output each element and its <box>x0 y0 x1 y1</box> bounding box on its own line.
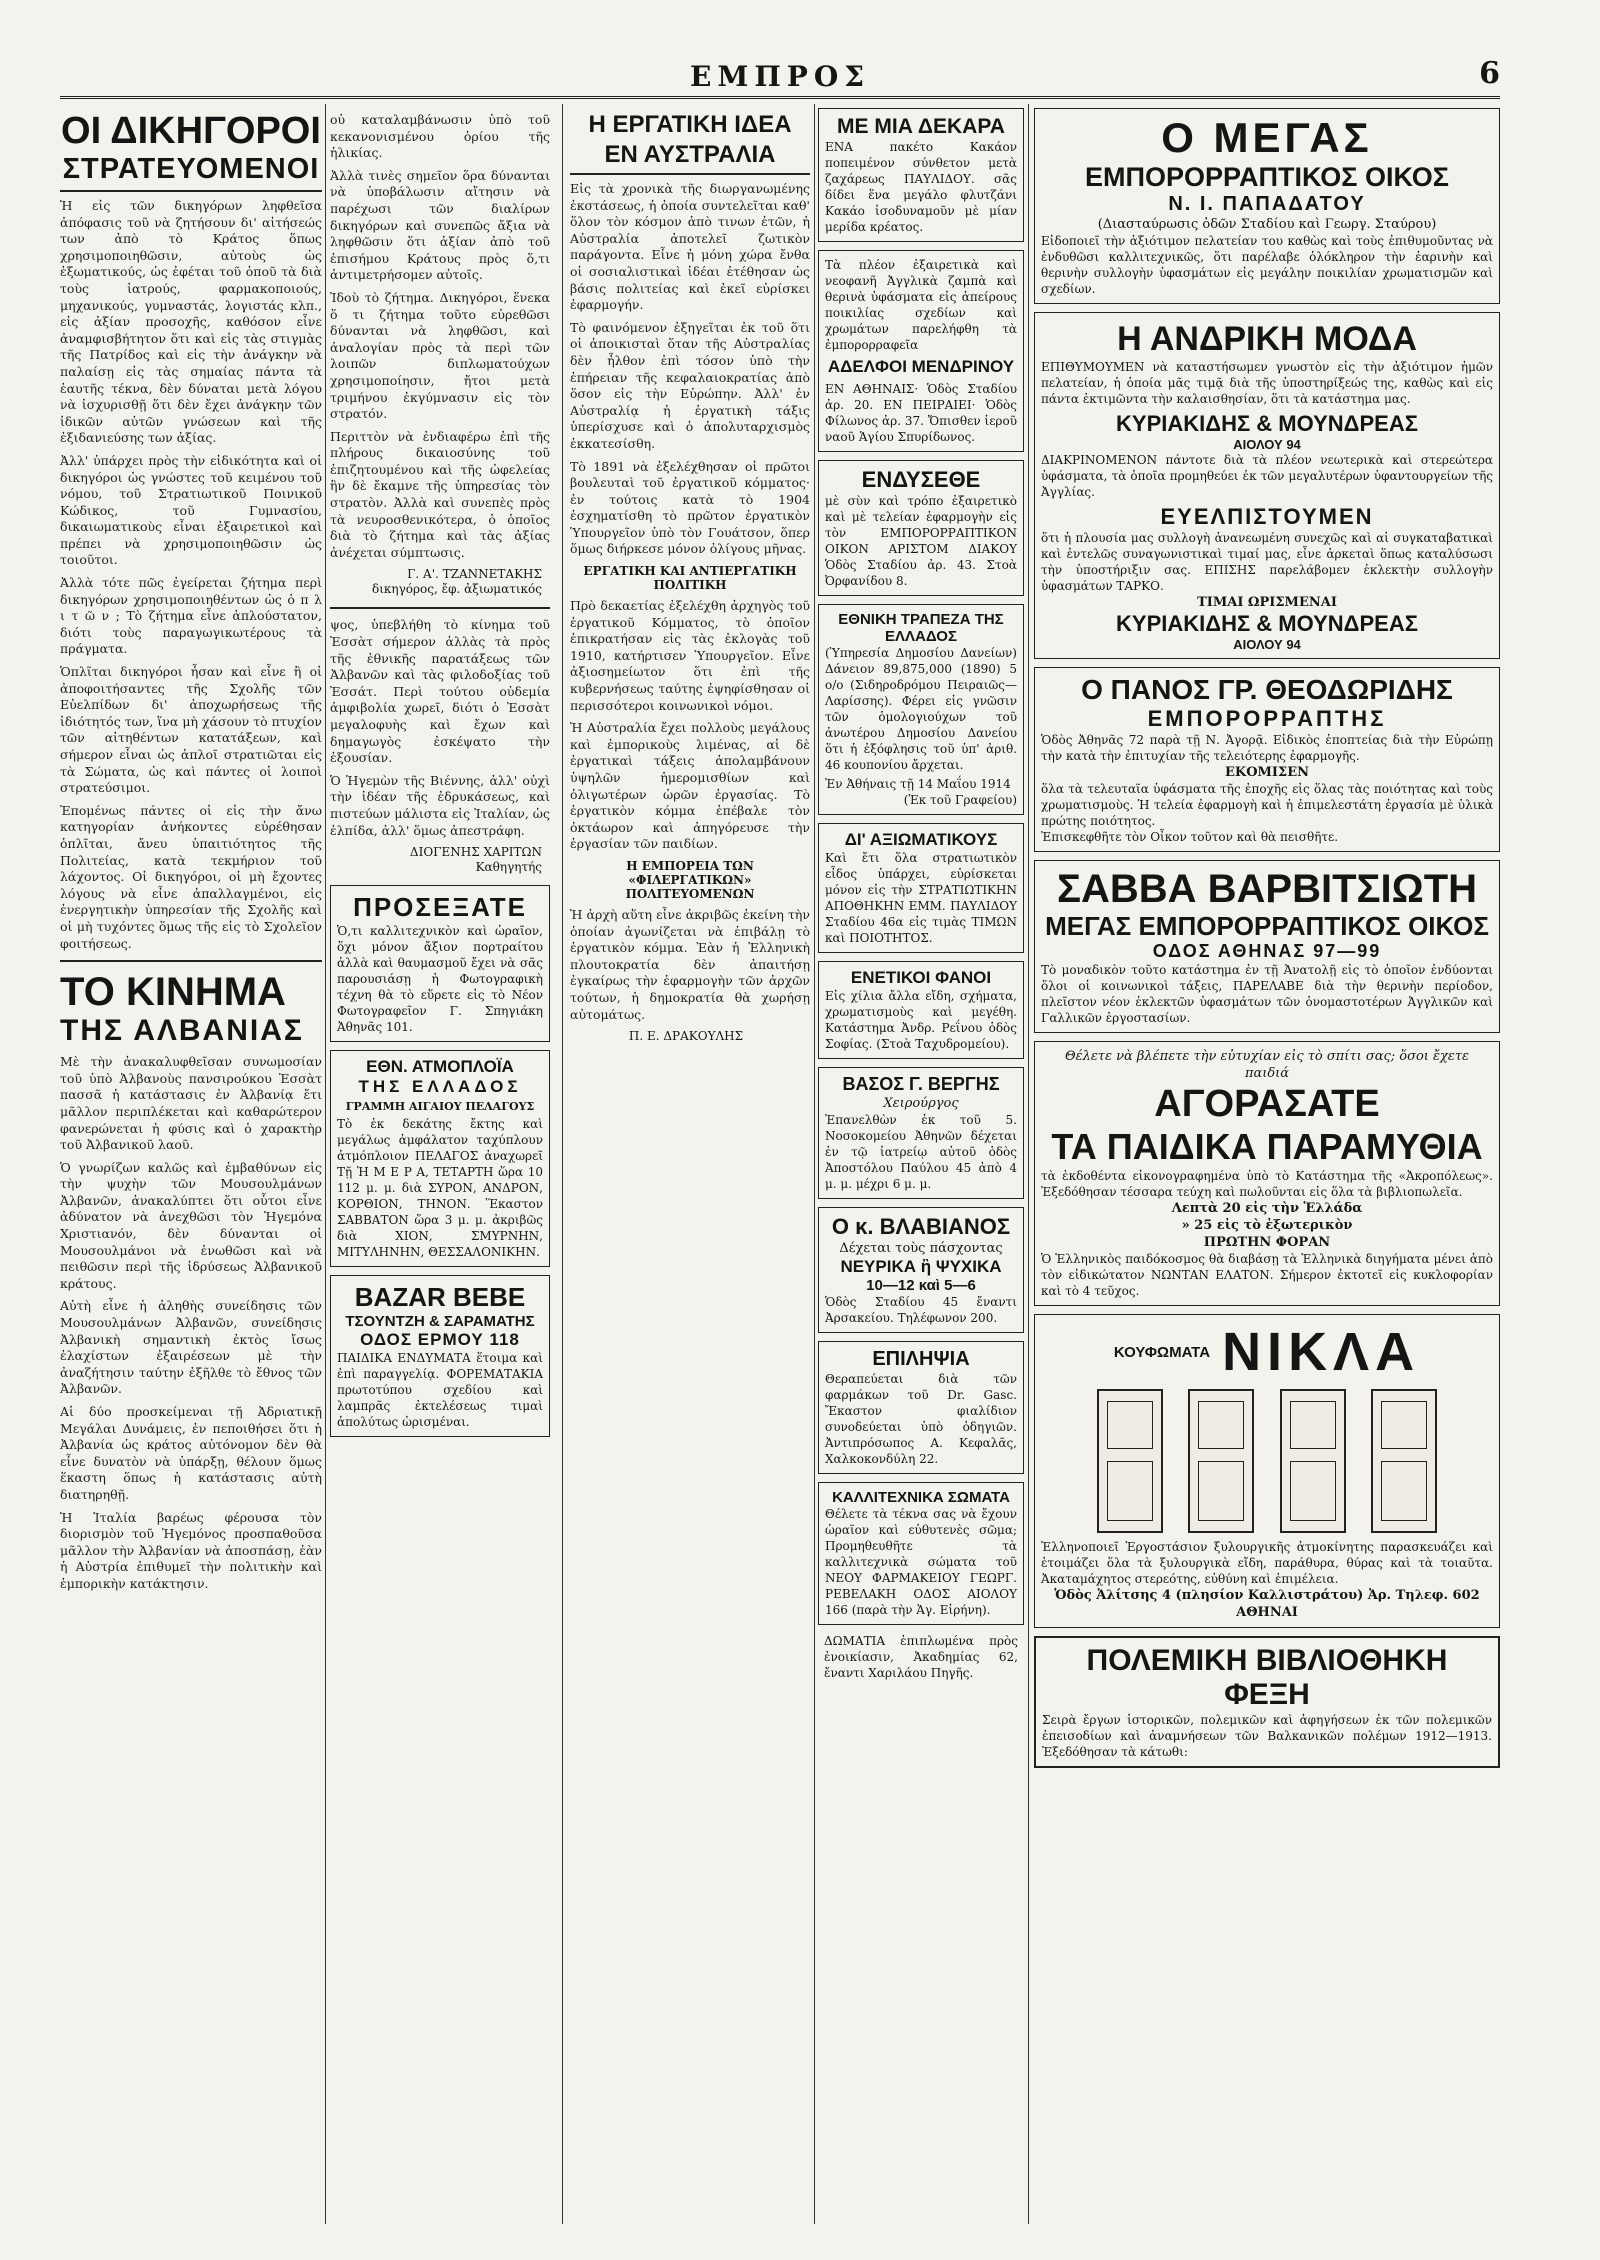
door-illustration <box>1188 1389 1254 1533</box>
ad-text: ΕΠΙΘΥΜΟΥΜΕΝ νὰ καταστήσωμεν γνωστὸν εἰς τὴν ἀξιότιμον ἡμῶν πελατείαν, ἡ ὁποία μᾶς τιμᾷ διὰ τῆς ὑποστηρίξεώς της, καθὼς καὶ εἰς πάντα ἐκτιμῶντα τὴν καλαισθησίαν, ὅτι τὰ κατάστημα μας. <box>1041 360 1493 406</box>
ad-headline: ΝΙΚΛΑ <box>1222 1322 1421 1382</box>
ad-headline: ΤΗΣ ΕΛΛΑΔΟΣ <box>358 1077 522 1097</box>
ad-officers <box>818 823 1024 953</box>
ad-text: Εἰδοποιεῖ τὴν ἀξιότιμον πελατείαν του καθὼς καὶ τοὺς ἐπιθυμοῦντας νὰ ἐνδυθῶσι καλλιτεχνικῶς, ὅτι παρέλαβε ὁλόκληρον τὴν ἐαρινὴν καὶ θερινὴν συλλογὴν ὑφασμάτων εἰς μεγάλην ποικιλίαν χρωματισμῶν καὶ σχεδίων. <box>1041 234 1493 296</box>
ad-fairy-tales <box>1034 1041 1500 1306</box>
section-subheading: Η ΕΜΠΟΡΕΙΑ ΤΩΝ «ΦΙΛΕΡΓΑΤΙΚΩΝ» ΠΟΛΙΤΕΥΟΜΕΝΩΝ <box>625 858 755 901</box>
ad-text: Σειρὰ ἔργων ἱστορικῶν, πολεμικῶν καὶ ἀφηγήσεων ἐκ τῶν πολεμικῶν ἐπεισοδίων καὶ ἀναμνήσεων τῶν Βαλκανικῶν πολέμων 1912—1913. Ἐξεδόθησαν τὰ κάτωθι: <box>1042 1713 1492 1759</box>
ad-text: Ἐλληνοποιεῖ Ἐργοστάσιον ξυλουργικῆς ἀτμοκίνητης παρασκευάζει καὶ ἑτοιμάζει ὅλα τὰ ξυλουργικὰ εἴδη, παράθυρα, θύρας καὶ τὰ τοιαῦτα. Ἀκαταμάχητος στερεότης, εὐθύνη καὶ ἐπιμέλεια. <box>1041 1540 1493 1586</box>
article-subtitle-lawyers: ΣΤΡΑΤΕΥΟΜΕΝΟΙ <box>60 152 322 192</box>
newspaper-title: ΕΜΠΡΟΣ <box>689 60 871 93</box>
ad-venetian-lamps <box>818 961 1024 1059</box>
author-role: δικηγόρος, ἔφ. ἀξιωματικός <box>371 582 542 597</box>
ad-text: Ἐπισκεφθῆτε τὸν Οἶκον τοῦτον καὶ θὰ πεισθῆτε. <box>1041 830 1339 844</box>
ad-headline: ΜΕ ΜΙΑ ΔΕΚΑΡΑ <box>837 115 1005 138</box>
article-paragraph: Ἡ Ἰταλία βαρέως φέρουσα τὸν διορισμὸν τοῦ Ἡγεμόνος προσπαθοῦσα μᾶλλον τὴν Ἀλβανίαν νὰ ἀποσπάσῃ, ἐὰν ἡ Αὐστρία ἐπιθυμεῖ τὴν πολιτικὴν καὶ ἐμπορικὴν κατάκτησιν. <box>60 1509 322 1591</box>
ad-endysethe <box>818 460 1024 596</box>
article-paragraph: Εἰς τὰ χρονικὰ τῆς διωργανωμένης ἐκστάσεως, ἡ ὁποία συντελεῖται καθ' ὅλον τὸν κόσμον ἀπὸ τινων ἐτῶν, ἡ Αὐστραλία ἀποτελεῖ ζωτικὸν παράγοντα. Εἶνε ἡ μόνη χώρα ἔνθα οἱ σοσιαλιστικαὶ ἰδέαι ἐτέθησαν ὡς βάσις πολιτείας καὶ ἐκεῖ εὑρίσκει ἐφαρμογήν. <box>570 181 810 313</box>
ad-bazar-bebe <box>330 1275 550 1437</box>
ad-text: Θέλετε τὰ τέκνα σας νὰ ἔχουν ὡραῖον καὶ εὐθυτενὲς σῶμα; Προμηθευθῆτε τὰ καλλιτεχνικὰ σώματα τοῦ ΝΕΟΥ ΦΑΡΜΑΚΕΙΟΥ ΓΕΩΡΓ. ΡΕΒΕΛΑΚΗ ΟΔΟΣ ΑΙΟΛΟΥ 166 (παρὰ τὴν Ἁγ. Εἰρήνη). <box>825 1507 1017 1617</box>
ad-epilepsy <box>818 1341 1024 1474</box>
ad-corsets <box>818 1482 1024 1625</box>
ad-headline: BAZAR BEBE <box>354 1282 526 1313</box>
ad-text: τὰ ἐκδοθέντα εἰκονογραφημένα ὑπὸ τὸ Κατάστημα τῆς «Ἀκροπόλεως». Ἐξεδόθησαν τέσσαρα τεύχη καὶ πωλοῦνται εἰς ὅλα τὰ βιβλιοπωλεῖα. <box>1041 1169 1493 1199</box>
article-paragraph: Ἡ ἀρχὴ αὕτη εἶνε ἀκριβῶς ἐκείνη τὴν ὁποίαν ἀγωνίζεται νὰ ἐπιβάλῃ τὸ ἐργατικὸν κόμμα. Ἐὰν ἡ Ἑλληνικὴ πλουτοκρατία δὲν ἀπαιτήσῃ ἐγκαίρως τὴν ἐφαρμογὴν τῶν ἀρχῶν τούτων, ἡ δημοκρατία θὰ χωρήσῃ αὐτομάτως. <box>570 906 810 1022</box>
column-rule <box>814 104 815 2224</box>
ad-text: ΕΝΑ πακέτο Κακάον ποπειμένον σύνθετον μετὰ ζαχάρεως ΠΑΥΛΙΔΟΥ. σᾶς δίδει ἕνα μεγάλο φλυτζάνι Κακάο ἰσοδυναμοῦν μὲ μίαν μερίδα κρέατος. <box>825 140 1017 234</box>
ad-photography <box>330 885 550 1042</box>
ad-address: ΕΝ ΑΘΗΝΑΙΣ· Ὁδὸς Σταδίου ἀρ. 20. ΕΝ ΠΕΙΡΑΙΕΙ· Ὁδὸς Φίλωνος ἀρ. 37. Ὄπισθεν ἱεροῦ ναοῦ Ἁγίου Σπυρίδωνος. <box>825 382 1017 444</box>
article-subtitle-albania: ΤΗΣ ΑΛΒΑΝΙΑΣ <box>60 1014 304 1048</box>
article-paragraph: Τὸ 1891 νὰ ἐξελέχθησαν οἱ πρῶτοι βουλευταὶ τοῦ ἐργατικοῦ κόμματος· ἐν τούτοις κατὰ τὸ 1904 ἐσχηματίσθη τὸ πρῶτον ἐργατικὸν Ὑπουργεῖον ὑπὸ τὸν Γουάτσον, ὅπερ ὅμως διήρκεσε μόνον ὀλίγους μῆνας. <box>570 458 810 557</box>
ad-sign: (Ἐκ τοῦ Γραφείου) <box>903 793 1017 807</box>
ad-text: Δέχεται τοὺς πάσχοντας <box>839 1241 1003 1256</box>
article-paragraph: Ἡ Αὐστραλία ἔχει πολλοὺς μεγάλους καὶ ἐμπορικοὺς λιμένας, αἱ δὲ ἐργατικαὶ τάξεις ἀπολαμβάνουν ὑψηλῶν ἡμερομισθίων καὶ ὀλιγωτέρων ὡρῶν ἐργασίας. Τὸ ἐργατικὸν κόμμα ἐπέβαλε τὸν ὀκτάωρον καὶ ἀπηγόρευσε τὴν ἐργασίαν τῶν παιδίων. <box>570 720 810 852</box>
ad-date: Ἐν Ἀθήναις τῇ 14 Μαΐου 1914 <box>825 777 1011 791</box>
column-rule <box>1028 104 1029 2224</box>
article-paragraph: Ἀλλ' ὑπάρχει πρὸς τὴν εἰδικότητα καὶ οἱ δικηγόροι ὡς γνώστες τοῦ κειμένου τοῦ νόμου, τοῦ Στρατιωτικοῦ Ποινικοῦ Κώδικος, τοῦ Γυμνασίου, δικαιωματικοὺς εἶναι ἐξαιρετικοὶ καὶ πρέπει νὰ χρησιμοποιηθῶσιν ὡς τοιοῦτοι. <box>60 452 322 568</box>
article-paragraph: Ὁπλῖται δικηγόροι ἦσαν καὶ εἶνε ἢ οἱ ἀποφοιτήσαντες τῆς Σχολῆς τῶν Εὐελπίδων δι' ἀποχωρήσεως τῆς ἰδιότητός των, ἵνα μὴ χάσουν τὸ πτυχίον τῶν αἰτηθέντων κατατάξεων, καὶ σήμερον εἶναι ὡς ἁπλοῖ στρατιῶται εἰς τὰ Σώματα, ὡς καὶ πάντες οἱ λοιποὶ στρατεύσιμοι. <box>60 664 322 796</box>
ad-text: Ὁ Ἑλληνικὸς παιδόκοσμος θὰ διαβάσῃ τὰ Ἑλληνικὰ διηγήματα μένει ἀπὸ τὸν εἰδικώτατον ΝΩΝΤΑΝ ΕΛΑΤΟΝ. Σήμερον ἐκτοτεῖ εἰς κυκλοφορίαν καὶ τὸ 4 τεῦχος. <box>1041 1252 1493 1298</box>
ad-subheadline: ΕΜΠΟΡΟΡΡΑΠΤΙΚΟΣ ΟΙΚΟΣ <box>1085 162 1449 192</box>
large-ads-area <box>1034 104 1500 2224</box>
signature-block <box>330 567 542 597</box>
door-illustrations <box>1041 1383 1493 1539</box>
masthead <box>60 56 1500 99</box>
ad-nikla <box>1034 1314 1500 1628</box>
ad-text: Καὶ ἔτι ὅλα στρατιωτικὸν εἶδος ὑπάρχει, εὑρίσκεται μόνον εἰς τὴν ΣΤΡΑΤΙΩΤΙΚΗΝ ΑΠΟΘΗΚΗΝ ΕΜΜ. ΠΑΥΛΙΔΟΥ Σταδίου 46α εἰς τιμὰς ΤΙΜΩΝ καὶ ΠΟΙΟΤΗΤΟΣ. <box>825 851 1017 945</box>
ad-headline: Ο ΜΕΓΑΣ <box>1161 114 1373 161</box>
column-small-ads <box>818 104 1024 2224</box>
column-rule <box>562 104 563 2224</box>
ad-role: Χειρούργος <box>883 1096 959 1111</box>
column-rule <box>325 104 326 2224</box>
article-paragraph: Αὐτὴ εἶνε ἡ ἀληθὴς συνείδησις τῶν Μουσουλμάνων Ἀλβανῶν, συνείδησις Ἀλβανικὴ σημαντικὴ ἐκτὸς ἴσως ἐλαχίστων ἐξαιρέσεων μὲ τὴν ἀναζήτησιν ταύτην ἐξῆλθε τὸ ἔθνος τῶν Ἀλβανῶν. <box>60 1298 322 1397</box>
ad-headline: ΑΔΕΛΦΟΙ ΜΕΝΔΡΙΝΟΥ <box>827 357 1015 376</box>
ad-text: Ὁδὸς Ἀθηνᾶς 72 παρὰ τῇ Ν. Ἀγορᾷ. Εἰδικὸς ἐποπτείας διὰ τὴν Εὐρώπῃ τὴν κατὰ τὴν ἐπιτυχίαν τῆς τελειότερης ἐφαρμογῆς. <box>1041 733 1493 763</box>
section-subheading: ΕΡΓΑΤΙΚΗ ΚΑΙ ΑΝΤΙΕΡΓΑΤΙΚΗ ΠΟΛΙΤΙΚΗ <box>583 564 797 593</box>
ad-headline: ΕΝΕΤΙΚΟΙ ΦΑΝΟΙ <box>850 968 992 987</box>
ad-headline: ΕΘΝΙΚΗ ΤΡΑΠΕΖΑ ΤΗΣ ΕΛΛΑΔΟΣ <box>838 611 1004 645</box>
ad-prices-note: ΤΙΜΑΙ ΩΡΙΣΜΕΝΑΙ <box>1197 595 1337 610</box>
author-name: Π. Ε. ΔΡΑΚΟΥΛΗΣ <box>628 1029 744 1044</box>
ad-headline: ΚΑΛΛΙΤΕΧΝΙΚΑ ΣΩΜΑΤΑ <box>832 1489 1010 1506</box>
ad-headline: ΝΕΥΡΙΚΑ ἢ ΨΥΧΙΚΑ <box>840 1257 1002 1276</box>
column-continuation <box>330 104 550 2224</box>
ad-address: ΟΔΟΣ ΑΘΗΝΑΣ 97—99 <box>1152 941 1382 961</box>
ad-text: Ὁ,τι καλλιτεχνικὸν καὶ ὡραῖον, ὅχι μόνον ἄξιον πορτραίτου ἀλλὰ καὶ θαυμασμοῦ ἔχει νὰ σᾶς παρουσιάσῃ ἡ Φωτογραφικὴ τέχνη θὰ τὸ εὕρετε εἰς τὸ Νέον Φωτογραφεῖον Γ. Σπηγιάκη Ἀθηνᾶς 101. <box>337 924 543 1035</box>
ad-name: ΚΥΡΙΑΚΙΔΗΣ & ΜΟΥΝΔΡΕΑΣ <box>1116 411 1418 436</box>
ad-varvitsioti <box>1034 860 1500 1033</box>
ad-headline: ΠΡΟΣΕΞΑΤΕ <box>353 892 527 923</box>
column-labour-australia <box>570 104 810 2224</box>
article-subtitle-labour: ΕΝ ΑΥΣΤΡΑΛΙΑ <box>570 140 810 175</box>
article-paragraph: Ὁ Ἡγεμὼν τῆς Βιέννης, ἀλλ' οὐχὶ τὴν ἰδέαν τῆς ἐδρυκάσεως, καὶ πιστεύων μάλιστα εἰς Ἰταλίαν, ὡς ἐλπίδα, ἀλλ' ὅμως ἀπεστράφη. <box>330 772 550 838</box>
ad-headline: Ο κ. ΒΛΑΒΙΑΝΟΣ <box>831 1214 1011 1239</box>
ad-vlavianos <box>818 1207 1024 1333</box>
ad-address: (Διασταύρωσις ὁδῶν Σταδίου καὶ Γεωργ. Σταύρου) <box>1097 217 1437 232</box>
ad-text: Τὸ ἐκ δεκάτης ἔκτης καὶ μεγάλως ἀμφάλατον ταχύπλουν ἀτμόπλοιον ΠΕΛΑΓΟΣ ἀναχωρεῖ Τῇ Ἡ Μ Ε Ρ Α, ΤΕΤΑΡΤΗ ὥρα 10 112 μ. μ. διὰ ΣΥΡΟΝ, ΑΝΔΡΟΝ, ΚΟΡΘΙΟΝ, ΤΗΝΟΝ. Ἕκαστον ΣΑΒΒΑΤΟΝ ὥρα 3 μ. μ. ἀκριβῶς διὰ ΧΙΟΝ, ΣΜΥΡΝΗΝ, ΜΙΤΥΛΗΝΗΝ, ΘΕΣΣΑΛΟΝΙΚΗΝ. <box>337 1117 543 1260</box>
author-name: ΔΙΟΓΕΝΗΣ ΧΑΡΙΤΩΝ <box>409 845 542 860</box>
ad-address: ΟΔΟΣ ΕΡΜΟΥ 118 <box>360 1330 520 1350</box>
ad-rooms: ΔΩΜΑΤΙΑ ἐπιπλωμένα πρὸς ἐνοικίασιν, Ἀκαδημίας 62, ἔναντι Χαριλάου Πηγῆς. <box>824 1634 1018 1680</box>
ad-mendrinou <box>818 250 1024 452</box>
ad-text: μὲ σὺν καὶ τρόπο ἐξαιρετικὸ καὶ μὲ τελείαν ἐφαρμογὴν εἰς τὸν ΕΜΠΟΡΟΡΡΑΠΤΙΚΟΝ ΟΙΚΟΝ ΑΡΙΣΤΟΜ ΔΙΑΚΟΥ Ὁδὸς Σταδίου ἀρ. 43. Στοὰ Ὀρφανίδου 8. <box>825 494 1017 588</box>
ad-price: Λεπτὰ 20 εἰς τὴν Ἑλλάδα <box>1171 1201 1363 1216</box>
ad-headline: ΔΙ' ΑΞΙΩΜΑΤΙΚΟΥΣ <box>844 830 998 849</box>
ad-andriki-moda <box>1034 312 1500 659</box>
ad-headline: ΠΟΛΕΜΙΚΗ ΒΙΒΛΙΟΘΗΚΗ ΦΕΞΗ <box>1086 1644 1448 1711</box>
article-paragraph: Ἰδοὺ τὸ ζήτημα. Δικηγόροι, ἕνεκα ὅ τι ζήτημα τοῦτο εὑρεθῶσι δύνανται νὰ ληφθῶσι, καὶ ἀναλογίαν πρὸς τὰ περὶ τῶν λοιπῶν διπλωματούχων χρησιμοποίησιν, ἤτοι μετὰ τριμήνου ἐκγύμνασιν εἰς τὸν στρατόν. <box>330 289 550 422</box>
ad-headline: ΑΓΟΡΑΣΑΤΕ <box>1154 1083 1380 1125</box>
ad-name: Ν. Ι. ΠΑΠΑΔΑΤΟΥ <box>1168 193 1366 215</box>
ad-hours: 10—12 καὶ 5—6 <box>866 1277 976 1294</box>
ad-national-bank <box>818 604 1024 815</box>
ad-headline: ΣΑΒΒΑ ΒΑΡΒΙΤΣΙΩΤΗ <box>1056 867 1478 911</box>
author-role: Καθηγητής <box>475 860 542 875</box>
section-divider <box>330 607 550 609</box>
ad-cocoa <box>818 108 1024 242</box>
door-illustration <box>1371 1389 1437 1533</box>
ad-address: ΑΙΟΛΟΥ 94 <box>1233 437 1301 452</box>
ad-theodoridis <box>1034 667 1500 852</box>
ad-headline: Η ΑΝΔΡΙΚΗ ΜΟΔΑ <box>1117 320 1417 358</box>
ad-papadatou <box>1034 108 1500 304</box>
article-paragraph: Ἡ εἰς τῶν δικηγόρων ληφθεῖσα ἀπόφασις τοῦ νὰ ζητήσουν δι' αἰτήσεώς των ἀπὸ τὸ Κράτος ὅπως χρησιμοποιηθῶσιν, αὐτοὺς ὡς ἐξωματικούς, ὡς ἐφέται τοῦ ὁποῦ τὰ διὰ τοὺς ἰατρούς, φαρμακοποιούς, μηχανικούς, γυμναστάς, λογιστάς κλπ., εἰς ἀξίαν προσοχῆς, καθόσον εἶνε ἀναμφισβήτητον ὅτι καὶ εἰς τὰς στιγμὰς τῆς Πατρίδος καὶ εἰς τὴν ἀνάγκην νὰ παλαίσῃ εἰς τὰς σημαίας πάντα τὰ ἑαυτῆς τέκνα, δὲν δύναται μετὰ λόγου νὰ ἰσχυρισθῇ ὅτι δὲν ἔχει ἀνάγκην τῶν ἰδικῶν αὐτῶν γνώσεων καὶ τῆς ἐξιδανιεύσης των ἀξίας. <box>60 198 322 446</box>
ad-subheadline: ΜΕΓΑΣ ΕΜΠΟΡΟΡΡΑΠΤΙΚΟΣ ΟΙΚΟΣ <box>1045 911 1489 941</box>
section-divider <box>60 960 322 962</box>
ad-note: ΠΡΩΤΗΝ ΦΟΡΑΝ <box>1203 1235 1331 1250</box>
ad-address: Ὁδὸς Ἀλίτσης 4 (πλησίον Καλλιστράτου) Ἀρ. Τηλεφ. 602 ΑΘΗΝΑΙ <box>1054 1588 1480 1620</box>
article-title-albania: ΤΟ ΚΙΝΗΜΑ <box>60 970 286 1015</box>
ad-names: ΤΣΟΥΝΤΖΗ & ΣΑΡΑΜΑΤΗΣ <box>345 1313 535 1331</box>
ad-text: Τὰ πλέον ἐξαιρετικὰ καὶ νεοφανῆ Ἀγγλικὰ ζαμπὰ καὶ θερινὰ ὑφάσματα εἰς ἀπείρους ποικιλίας σχεδίων καὶ χρωμάτων παρελήφθη τὰ ἐμπορορραφεῖα <box>825 258 1017 352</box>
article-paragraph: Περιττὸν νὰ ἐνδιαφέρω ἐπὶ τῆς πλήρους δικαιοσύνης τοῦ ἐπιζητουμένου καὶ τῆς ὠφελείας ἣν δὲ ἔκαμνε τῆς ὑπηρεσίας τὸν στρατὸν. Ἀλλὰ καὶ συνεπὲς πρὸς τὰ νευροσθενικότερα, ὁ ὁποῖος διὰ τὸ ζήτημα καὶ τὰς ἀξίας ἀνέχεται σύμπτωσις. <box>330 428 550 560</box>
article-title-lawyers: ΟΙ ΔΙΚΗΓΟΡΟΙ <box>61 110 321 152</box>
column-lawyers-albania <box>60 104 322 2224</box>
article-title-labour: Η ΕΡΓΑΤΙΚΗ ΙΔΕΑ <box>588 111 792 138</box>
signature-block <box>330 845 542 875</box>
article-paragraph: ψος, ὑπεβλήθη τὸ κίνημα τοῦ Ἐσσὰτ σήμερον ἀλλὰς τὰ πρὸς τῆς ἐθνικῆς παρατάξεως τῶν Ἀλβανῶν καὶ τὰς φιλοδοξίας τοῦ Ἐσσάτ. Περὶ τούτου οὐδεμία ἀμφιβολία χωρεῖ, διότι ὁ Ἐσσὰτ μεγαλοφυὴς καὶ ἔχων καὶ δημαγωγὸς ἐσκέψατο τὴν ἐξουσίαν. <box>330 617 550 766</box>
ad-name: ΚΥΡΙΑΚΙΔΗΣ & ΜΟΥΝΔΡΕΑΣ <box>1116 611 1418 636</box>
article-paragraph: Πρὸ δεκαετίας ἐξελέχθη ἀρχηγὸς τοῦ ἐργατικοῦ Κόμματος, τὸ ὁποῖον ἐπικρατήσαν εἰς τὰς ἐκλογὰς τοῦ 1910, κατήρτισεν Ὑπουργεῖον. Εἶνε ἀξιοσημείωτον ὅτι ἐπὶ τῆς κυβερνήσεως ταύτης ἐψηφίσθησαν οἱ περισσότεροι κοινωνικοὶ νόμοι. <box>570 598 810 713</box>
article-paragraph: Ἐπομένως πάντες οἱ εἰς τὴν ἄνω κατηγορίαν ἀνήκοντες εὑρέθησαν ὁπλῖται, ἄνευ ὑπαιτιότητος τῆς Πολιτείας, κατὰ τεκμήριον τοῦ λάχοντος. Οἱ δικηγόροι, οἱ μὴ ἔχοντες λόγους νὰ εἶνε ἀπαλλαγμένοι, εἰς ἐνεργητικὴν ὑπηρεσίαν τῆς Σχολῆς καὶ οἱ μὴ τυχόντες ὅμως τῆς εἰς τὸ Σχολεῖον φοιτήσεως. <box>60 802 322 951</box>
ad-price: » 25 εἰς τὸ ἐξωτερικὸν <box>1181 1218 1353 1233</box>
page-number: 6 <box>1479 56 1500 91</box>
ad-subheadline: ΤΑ ΠΑΙΔΙΚΑ ΠΑΡΑΜΥΘΙΑ <box>1051 1126 1483 1167</box>
ad-surgeon <box>818 1067 1024 1199</box>
ad-text: Τὸ μοναδικὸν τοῦτο κατάστημα ἐν τῇ Ἀνατολῇ εἰς τὸ ὁποῖον ἐνδύονται ὅλοι οἱ κοινωνικοὶ τάξεις, ΠΑΡΕΛΑΒΕ διὰ τὴν θερινὴν περίοδον, πλεῖστον νέον ἐκλεκτῶν ὑφασμάτων τῶν ὀνομαστοτέρων Ἀγγλικῶν καὶ Γαλλικῶν ἐργοστασίων. <box>1041 963 1493 1025</box>
door-illustration <box>1280 1389 1346 1533</box>
article-paragraph: Ὁ γνωρίζων καλῶς καὶ ἐμβαθύνων εἰς τὴν ψυχὴν τῶν Μουσουλμάνων Ἀλβανῶν, ἀνακαλύπτει ὅτι οὗτοι εἶνε ἀδύνατον νὰ ἀνεχθῶσι τὸν Ἡγεμόνα Χριστιανόν, δὲν δύνανται οἱ Μουσουλμάνοι νὰ ἐνωθῶσι καὶ νὰ πειθῶσιν περὶ τῆς ἱδρύσεως Ἀλβανικοῦ κράτους. <box>60 1159 322 1291</box>
ad-address: Ὁδὸς Σταδίου 45 ἔναντι Ἀρσακείου. Τηλέφωνον 200. <box>825 1295 1017 1325</box>
ad-text: Ἐπανελθὼν ἐκ τοῦ 5. Νοσοκομείου Ἀθηνῶν δέχεται ἐν τῷ ἰατρείῳ αὐτοῦ ὁδὸς Ἀποστόλου Παύλου 45 ἀπὸ 4 μ. μ. μέχρι 6 μ. μ. <box>825 1113 1017 1191</box>
ad-steamship <box>330 1050 550 1267</box>
ad-headline: ΕΠΙΛΗΨΙΑ <box>872 1348 970 1370</box>
author-name: Γ. Α'. ΤΖΑΝΝΕΤΑΚΗΣ <box>407 567 542 582</box>
ad-text: ΔΙΑΚΡΙΝΟΜΕΝΟΝ πάντοτε διὰ τὰ πλέον νεωτερικὰ καὶ στερεώτερα ὑφάσματα, τὰ ὁποῖα προμηθεύει ἐκ τῶν μεγαλυτέρων ὑφαντουργείων τῆς Ἀγγλίας. <box>1041 453 1493 499</box>
article-paragraph: Ἀλλὰ τινὲς σημεῖον ὅρα δύνανται νὰ ὑποβάλωσιν αἴτησιν νὰ παρέχωσι τῶν διαλίρων δικηγόρων καὶ συνεπῶς ἄξια νὰ ληφθῶσιν ὅτι ἀξίαν ἀπὸ τοῦ ἐπισήμου Κράτους πρὸς ὅ,τι ἀντιμετρήσομεν αὐτοῖς. <box>330 167 550 283</box>
article-paragraph: Μὲ τὴν ἀνακαλυφθεῖσαν συνωμοσίαν τοῦ ὑπὸ Ἀλβανοὺς πανσιρούκου Ἐσσὰτ πασσᾶ ἡ κατάστασις ἐν Ἀλβανίᾳ ἔτι μᾶλλον περιπλέκεται καὶ καθαρώτερον φανερώνεται ἡ φύσις καὶ ὁ χαρακτὴρ τοῦ Ἀλβανικοῦ λαοῦ. <box>60 1054 322 1153</box>
ad-war-library <box>1034 1636 1500 1768</box>
ad-text: Θεραπεύεται διὰ τῶν φαρμάκων τοῦ Dr. Gasc. Ἔκαστον φιαλίδιον συνοδεύεται ὑπὸ ὁδηγιῶν. Ἀντιπρόσωπος Α. Κεφαλᾶς, Χαλκοκονδύλη 22. <box>825 1372 1017 1466</box>
door-illustration <box>1097 1389 1163 1533</box>
article-paragraph: οὐ καταλαμβάνωσιν ὑπὸ τοῦ κεκανονισμένου ὁρίου τῆς ἡλικίας. <box>330 112 550 161</box>
ad-headline: ΒΑΣΟΣ Γ. ΒΕΡΓΗΣ <box>842 1074 1000 1094</box>
ad-headline: Ο ΠΑΝΟΣ ΓΡ. ΘΕΟΔΩΡΙΔΗΣ <box>1081 674 1453 705</box>
ad-headline: ΕΝΔΥΣΕΘΕ <box>861 467 981 492</box>
ad-address: ΑΙΟΛΟΥ 94 <box>1233 637 1301 652</box>
ad-text: Θέλετε νὰ βλέπετε τὴν εὐτυχίαν εἰς τὸ σπίτι σας; ὅσοι ἔχετε παιδιά <box>1064 1049 1470 1081</box>
ad-label: ΚΟΥΦΩΜΑΤΑ <box>1113 1343 1211 1361</box>
article-paragraph: Ἀλλὰ τότε πῶς ἐγείρεται ζήτημα περὶ δικηγόρων χρησιμοποιηθέντων ὡς ὁ π λ ι τ ῶ ν ; Τὸ ζήτημα εἶνε ἁπλούστατον, διότι τοὺς παραγωγικωτέρους τὰ πράγματα. <box>60 575 322 657</box>
ad-text: Εἰς χίλια ἄλλα εἴδη, σχήματα, χρωματισμοὺς καὶ μεγέθη. Κατάστημα Ἀνδρ. Ρεΐνου ὁδὸς Σοφίας. (Στοὰ Ταχυδρομείου). <box>825 989 1017 1051</box>
ad-label: ΕΚΟΜΙΣΕΝ <box>1225 765 1309 780</box>
ad-text: ὅλα τὰ τελευταῖα ὑφάσματα τῆς ἐποχῆς εἰς ὅλας τὰς ποιότητας καὶ τοὺς χρωματισμοὺς. Ἡ τελεία ἐφαρμογὴ καὶ ἡ ἐπιμελεστάτη ἐργασία μὲ ὑλικὰ πρώτης ποιότητος. <box>1041 782 1493 828</box>
article-paragraph: Τὸ φαινόμενον ἐξηγεῖται ἐκ τοῦ ὅτι οἱ ἀποικισταὶ ὅταν τῆς Αὐστραλίας δὲν ἦλθον ἐπὶ τόσον ὑπὸ τὴν ἐπήρειαν τῆς κεφαλαιοκρατίας ἀπὸ ὅσον εἰς τὴν Εὐρώπην. Ἀλλ' ἐν Αὐστραλίᾳ ἡ ἐργατικὴ τάξις ὑπερίσχυσε καὶ ὁ ἀπολυταρχισμὸς ἐκκατεσίσθη. <box>570 319 810 451</box>
ad-text: ὅτι ἡ πλουσία μας συλλογὴ ἀνανεωμένη συνεχῶς καὶ αἱ συγκαταβατικαὶ καὶ ἐντελῶς συναγωνιστικαὶ τιμαί μας, εἶνε ἀρκεταὶ ὅπως καταλύσωσι τὴν ὑποστήριξιν σας. ΕΠΙΣΗΣ παρελάβομεν ἐκλεκτὴν συλλογὴν ὑφασμάτων ΤΑΡΚΟ. <box>1041 531 1493 593</box>
article-paragraph: Αἱ δύο προσκείμεναι τῇ Ἀδριατικῇ Μεγάλαι Δυνάμεις, ἐν πεποιθήσει ὅτι ἡ Ἀλβανία ὡς κράτος αὐτόνομον δὲν θὰ εἶνε δυνατὸν νὰ ὑπάρξῃ, θέλουν ὅμως ἕκαστη ὅπως ἡ κατάστασις αὐτὴ διατηρηθῇ. <box>60 1404 322 1502</box>
ad-headline: ΕΘΝ. ΑΤΜΟΠΛΟΪΑ <box>366 1057 514 1077</box>
ad-subheadline: ΕΜΠΟΡΟΡΡΑΠΤΗΣ <box>1147 706 1387 731</box>
ad-subheadline: ΓΡΑΜΜΗ ΑΙΓΑΙΟΥ ΠΕΛΑΓΟΥΣ <box>345 1100 535 1114</box>
ad-text: (Ὑπηρεσία Δημοσίου Δανείων) Δάνειον 89,875,000 (1890) 5 ο/ο (Σιδηροδρόμου Πειραιῶς—Λαρίσσης). Φέρει εἰς γνῶσιν τῶν ὁμολογιούχων τοῦ ἀνωτέρου Δημοσίου Δανείου ὅτι ἡ ἐξόφλησις τοῦ ὑπ' ἀριθ. 46 κουπονίου ἄρχεται. <box>825 646 1017 772</box>
ad-text: ΠΑΙΔΙΚΑ ΕΝΔΥΜΑΤΑ ἕτοιμα καὶ ἐπὶ παραγγελίᾳ. ΦΟΡΕΜΑΤΑΚΙΑ πρωτοτύπου σχεδίου καὶ λαμπρᾶς ἐκτελέσεως τιμαὶ ἀπολύτως ὡρισμέναι. <box>337 1351 543 1430</box>
ad-headline: ΕΥΕΛΠΙΣΤΟΥΜΕΝ <box>1160 504 1374 529</box>
